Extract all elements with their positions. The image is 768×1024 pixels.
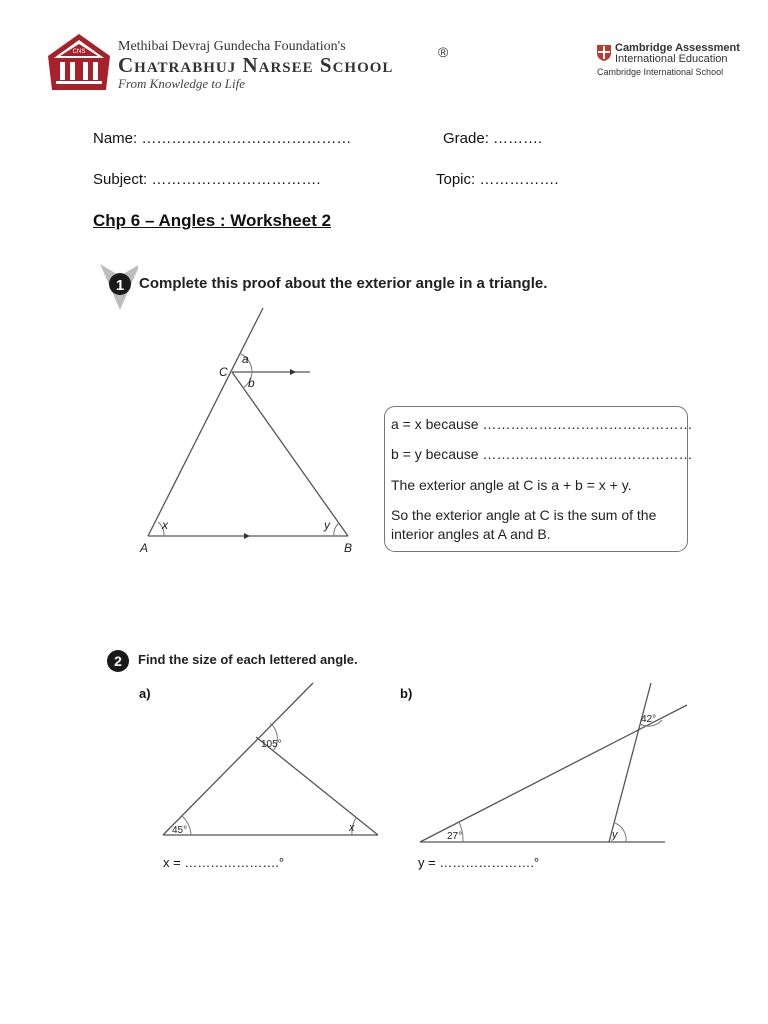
parallel-arrow-icon <box>244 533 250 539</box>
registered-mark: ® <box>438 44 449 60</box>
angle-45: 45° <box>172 825 188 836</box>
proof-line-1[interactable]: a = x because ……………………………………… <box>391 416 693 432</box>
proof-box <box>384 406 693 552</box>
triangle-diagram-2a <box>155 675 390 850</box>
question-2-badge <box>106 649 130 673</box>
name-field[interactable]: Name: …………………………………… <box>93 130 352 147</box>
logo-text: CNS <box>72 49 86 55</box>
school-tagline: From Knowledge to Life <box>118 76 245 91</box>
proof-line-5: interior angles at A and B. <box>391 526 551 542</box>
question-1-text: Complete this proof about the exterior angle in a triangle. <box>139 275 548 292</box>
subject-field[interactable]: Subject: ……………………………. <box>93 171 321 188</box>
label-vertex-a: A <box>140 541 149 555</box>
triangle-diagram-1 <box>130 300 380 570</box>
label-b: b <box>248 376 255 390</box>
cambridge-line1: Cambridge Assessment <box>615 42 740 54</box>
part-a-label: a) <box>139 686 151 701</box>
school-logo <box>46 32 112 92</box>
question-2-text: Find the size of each lettered angle. <box>138 652 358 667</box>
answer-y-field[interactable]: y = ………………….° <box>418 855 540 870</box>
label-vertex-b: B <box>344 541 353 555</box>
angle-x: x <box>349 822 355 834</box>
question-2-number: 2 <box>114 653 122 669</box>
answer-x-field[interactable]: x = ………………….° <box>163 855 285 870</box>
grade-field[interactable]: Grade: ………. <box>443 130 543 147</box>
angle-27: 27° <box>447 831 463 842</box>
question-1-number: 1 <box>115 277 125 294</box>
angle-105: 105° <box>261 739 282 750</box>
school-name: Chatrabhuj Narsee School <box>118 53 394 77</box>
label-a: a <box>242 352 249 366</box>
angle-42: 42° <box>641 714 657 725</box>
label-x: x <box>162 518 168 532</box>
label-y: y <box>324 518 330 532</box>
topic-field[interactable]: Topic: ……………. <box>436 171 559 188</box>
cambridge-line3: Cambridge International School <box>597 67 724 77</box>
cambridge-shield-icon <box>596 44 612 62</box>
part-b-label: b) <box>400 686 413 701</box>
angle-y: y <box>612 829 618 841</box>
label-c: C <box>219 365 228 379</box>
parallel-arrow-icon <box>290 369 296 375</box>
proof-line-2[interactable]: b = y because ……………………………………… <box>391 446 693 462</box>
proof-line-3: The exterior angle at C is a + b = x + y. <box>391 477 632 493</box>
cambridge-line2: International Education <box>615 53 728 65</box>
triangle-diagram-2b <box>415 675 695 850</box>
foundation-name: Methibai Devraj Gundecha Foundation's <box>118 39 346 54</box>
proof-line-4: So the exterior angle at C is the sum of the <box>391 507 657 523</box>
worksheet-title: Chp 6 – Angles : Worksheet 2 <box>93 211 332 230</box>
